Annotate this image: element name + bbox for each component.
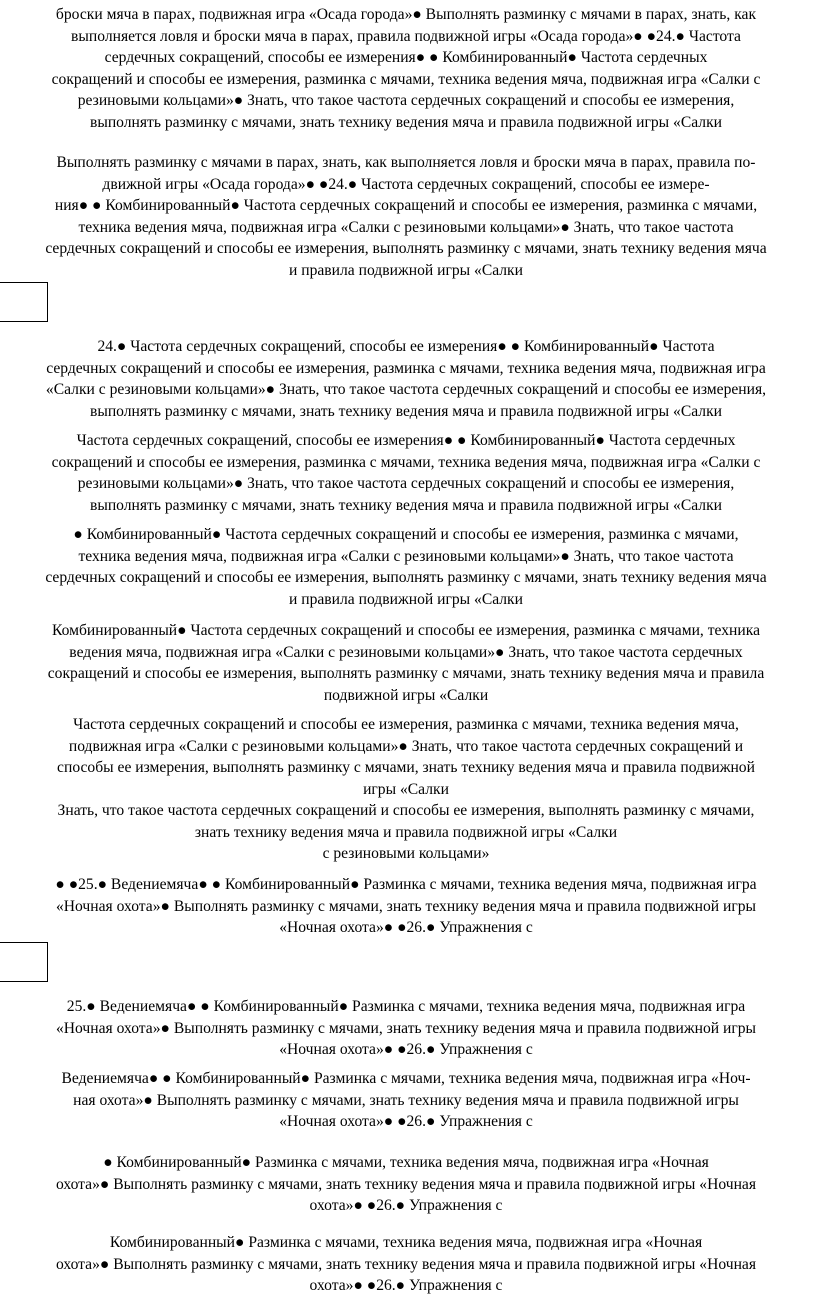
line: сердечных сокращений и способы ее измерения, выполнять разминку с мячами, знать технику ведения мяча [45,569,767,587]
line: техника ведения мяча, подвижная игра «Салки с резиновыми кольцами»● Знать, что такое частота [78,547,734,565]
line: «Ночная охота»● Выполнять разминку с мячами, знать технику ведения мяча и правила подвижной игры [55,1019,757,1037]
text-block-9 [0,874,812,939]
text-block-1 [0,4,812,134]
line: знать технику ведения мяча и правила подвижной игры «Салки [194,823,618,841]
line: ● Комбинированный● Частота сердечных сокращений и способы ее измерения, разминка с мячами, [73,526,739,543]
text-block-2 [0,152,812,282]
line: с резиновыми кольцами» [322,845,490,863]
text-block-7 [0,714,812,800]
line: «Ночная охота»● ●26.● Упражнения с [279,1113,533,1131]
line: ● ●25.● Ведениемяча● ● Комбинированный● Разминка с мячами, техника ведения мяча, подвижная игра [55,876,757,893]
line: Знать, что такое частота сердечных сокращений и способы ее измерения, выполнять разминку с мячами, [57,802,755,819]
text-block-11 [0,1068,812,1133]
line: и правила подвижной игры «Салки [289,261,523,279]
line: ведения мяча, подвижная игра «Салки с резиновыми кольцами»● Знать, что такое частота сердечных [69,643,743,661]
line: сердечных сокращений и способы ее измерения, выполнять разминку с мячами, знать технику ведения мяча [45,240,767,258]
line: резиновыми кольцами»● Знать, что такое частота сердечных сокращений и способы ее измерения, [77,475,735,493]
line: ● Комбинированный● Разминка с мячами, техника ведения мяча, подвижная игра «Ночная [103,1154,709,1171]
line: сердечных сокращений и способы ее измерения, разминка с мячами, техника ведения мяча, подвижная игра [46,359,766,377]
line: Комбинированный● Разминка с мячами, техника ведения мяча, подвижная игра «Ночная [109,1234,703,1251]
line: сокращений и способы ее измерения, разминка с мячами, техника ведения мяча, подвижная игра «Салки с [51,453,761,471]
line: Ведениемяча● ● Комбинированный● Разминка с мячами, техника ведения мяча, подвижная игра «Ноч- [61,1070,751,1087]
text-block-4 [0,430,812,516]
line: техника ведения мяча, подвижная игра «Салки с резиновыми кольцами»● Знать, что такое частота [78,218,734,236]
line: резиновыми кольцами»● Знать, что такое частота сердечных сокращений и способы ее измерения, [77,92,735,110]
line: сокращений и способы ее измерения, разминка с мячами, техника ведения мяча, подвижная игра «Салки с [51,70,761,88]
line: «Ночная охота»● Выполнять разминку с мячами, знать технику ведения мяча и правила подвижной игры [55,897,757,915]
line: ная охота»● Выполнять разминку с мячами, знать технику ведения мяча и правила подвижной игры [73,1091,739,1109]
line: броски мяча в парах, подвижная игра «Осада города»● Выполнять разминку с мячами в парах, знать, как [55,6,757,23]
text-block-8 [0,800,812,865]
text-block-6 [0,620,812,706]
text-block-13 [0,1232,812,1297]
line: Выполнять разминку с мячами в парах, знать, как выполняется ловля и броски мяча в парах, правила по- [56,154,756,171]
line: сердечных сокращений, способы ее измерения● ● Комбинированный● Частота сердечных [104,49,708,67]
line: охота»● ●26.● Упражнения с [309,1197,503,1215]
empty-box [0,942,48,982]
line: способы ее измерения, выполнять разминку с мячами, знать технику ведения мяча и правила подвижной [57,759,755,777]
line: охота»● ●26.● Упражнения с [309,1277,503,1295]
line: «Ночная охота»● ●26.● Упражнения с [279,919,533,937]
line: «Ночная охота»● ●26.● Упражнения с [279,1041,533,1059]
line: движной игры «Осада города»● ●24.● Частота сердечных сокращений, способы ее измере- [102,175,710,193]
line: охота»● Выполнять разминку с мячами, знать технику ведения мяча и правила подвижной игры «Ночная [55,1255,757,1273]
line: 24.● Частота сердечных сокращений, способы ее измерения● ● Комбинированный● Частота [97,338,715,355]
empty-box [0,282,48,322]
line: охота»● Выполнять разминку с мячами, знать технику ведения мяча и правила подвижной игры «Ночная [55,1175,757,1193]
text-block-5 [0,524,812,610]
line: подвижная игра «Салки с резиновыми кольцами»● Знать, что такое частота сердечных сокращений и [68,737,744,755]
line: игры «Салки [363,780,449,798]
line: выполнять разминку с мячами, знать технику ведения мяча и правила подвижной игры «Салки [89,496,722,514]
line: Частота сердечных сокращений и способы ее измерения, разминка с мячами, техника ведения мяча, [73,716,739,733]
text-block-12 [0,1152,812,1217]
text-block-3 [0,336,812,422]
line: 25.● Ведениемяча● ● Комбинированный● Разминка с мячами, техника ведения мяча, подвижная игра [66,998,746,1015]
line: выполнять разминку с мячами, знать технику ведения мяча и правила подвижной игры «Салки [89,402,722,420]
line: сокращений и способы ее измерения, выполнять разминку с мячами, знать технику ведения мяча и правила [47,665,765,683]
line: «Салки с резиновыми кольцами»● Знать, что такое частота сердечных сокращений и способы ее измерения, [45,381,767,399]
line: подвижной игры «Салки [323,686,489,704]
line: выполняется ловля и броски мяча в парах, правила подвижной игры «Осада города»● ●24.● Частота [71,27,741,45]
line: выполнять разминку с мячами, знать технику ведения мяча и правила подвижной игры «Салки [89,113,722,131]
line: и правила подвижной игры «Салки [289,590,523,608]
line: Частота сердечных сокращений, способы ее измерения● ● Комбинированный● Частота сердечных [76,432,736,449]
line: Комбинированный● Частота сердечных сокращений и способы ее измерения, разминка с мячами, техника [52,622,760,639]
line: ния● ● Комбинированный● Частота сердечных сокращений и способы ее измерения, разминка с мячами, [54,197,758,215]
text-block-10 [0,996,812,1061]
